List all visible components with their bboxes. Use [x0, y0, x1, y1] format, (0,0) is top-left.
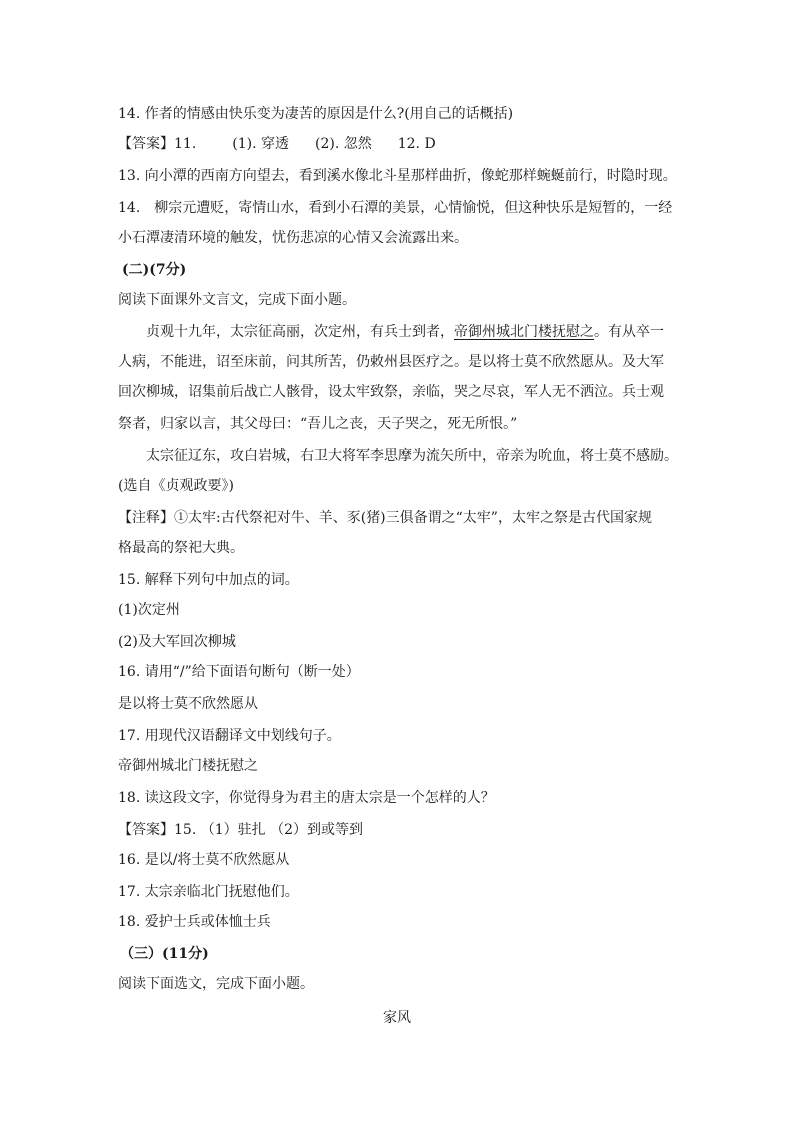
answer-13: 13. 向小潭的西南方向望去，看到溪水像北斗星那样曲折，像蛇那样蜿蜒前行，时隐时现。: [118, 168, 677, 184]
passage-line-2: 人病，不能进，诏至床前，问其所苦，仍敕州县医疗之。是以将士莫不欣然愿从。及大军: [118, 354, 664, 370]
question-16: 16. 请用“/”给下面语句断句（断一处）: [118, 664, 360, 680]
question-17: 17. 用现代汉语翻译文中划线句子。: [118, 728, 341, 744]
answer-16: 16. 是以/将士莫不欣然愿从: [118, 852, 290, 868]
answer-block-2: 【答案】15. （1）驻扎 （2）到或等到: [118, 822, 363, 838]
passage-line-4: 祭者，归家以言，其父母曰：“吾儿之丧，天子哭之，死无所恨。”: [118, 416, 518, 432]
annotation-line-1: 【注释】①太牢:古代祭祀对牛、羊、豕(猪)三俱备谓之“太牢”，太牢之祭是古代国家规: [118, 510, 652, 526]
answer-17: 17. 太宗亲临北门抚慰他们。: [118, 884, 299, 900]
question-16-sentence: 是以将士莫不欣然愿从: [118, 696, 258, 712]
question-15-1: (1)次定州: [118, 602, 180, 618]
section-2-instruction: 阅读下面课外文言文，完成下面小题。: [118, 292, 356, 308]
question-15: 15. 解释下列句中加点的词。: [118, 572, 299, 588]
underlined-sentence: 帝御州城北门楼抚慰之: [454, 324, 594, 340]
answer-18: 18. 爱护士兵或体恤士兵: [118, 914, 271, 930]
answer-12: 12. D: [397, 136, 436, 152]
section-2-heading: (二)(7分): [122, 262, 187, 278]
section-3-instruction: 阅读下面选文，完成下面小题。: [118, 976, 314, 992]
question-14: 14. 作者的情感由快乐变为凄苦的原因是什么?(用自己的话概括): [118, 106, 514, 122]
answer-14-line-2: 小石潭凄清环境的触发，忧伤悲凉的心情又会流露出来。: [118, 230, 468, 246]
passage-line-3: 回次柳城，诏集前后战亡人骸骨，设太牢致祭，亲临，哭之尽哀，军人无不洒泣。兵士观: [118, 384, 664, 400]
section-3-heading: （三）(11分): [120, 946, 209, 962]
answer-11-1: (1). 穿透: [232, 136, 289, 152]
answer-block-1: [118, 134, 436, 154]
answer-11: 11.: [174, 136, 197, 152]
question-15-2: (2)及大军回次柳城: [118, 634, 236, 650]
answer-label: 【答案】: [118, 136, 174, 152]
passage-source: (选自《贞观政要》): [118, 478, 234, 494]
answer-11-2: (2). 忽然: [315, 136, 372, 152]
question-17-sentence: 帝御州城北门楼抚慰之: [118, 758, 258, 774]
annotation-line-2: 格最高的祭祀大典。: [118, 540, 244, 556]
passage-line-5: 太宗征辽东，攻白岩城，右卫大将军李思摩为流矢所中，帝亲为吮血，将士莫不感励。: [146, 448, 678, 464]
answer-14-line-1: 14. 柳宗元遭贬，寄情山水，看到小石潭的美景，心情愉悦，但这种快乐是短暂的，一经: [118, 200, 673, 216]
question-18: 18. 读这段文字，你觉得身为君主的唐太宗是一个怎样的人？: [118, 790, 495, 806]
passage-title: 家风: [383, 1010, 411, 1026]
passage-line-1: 贞观十九年，太宗征高丽，次定州，有兵士到者，帝御州城北门楼抚慰之。有从卒一: [146, 324, 664, 340]
